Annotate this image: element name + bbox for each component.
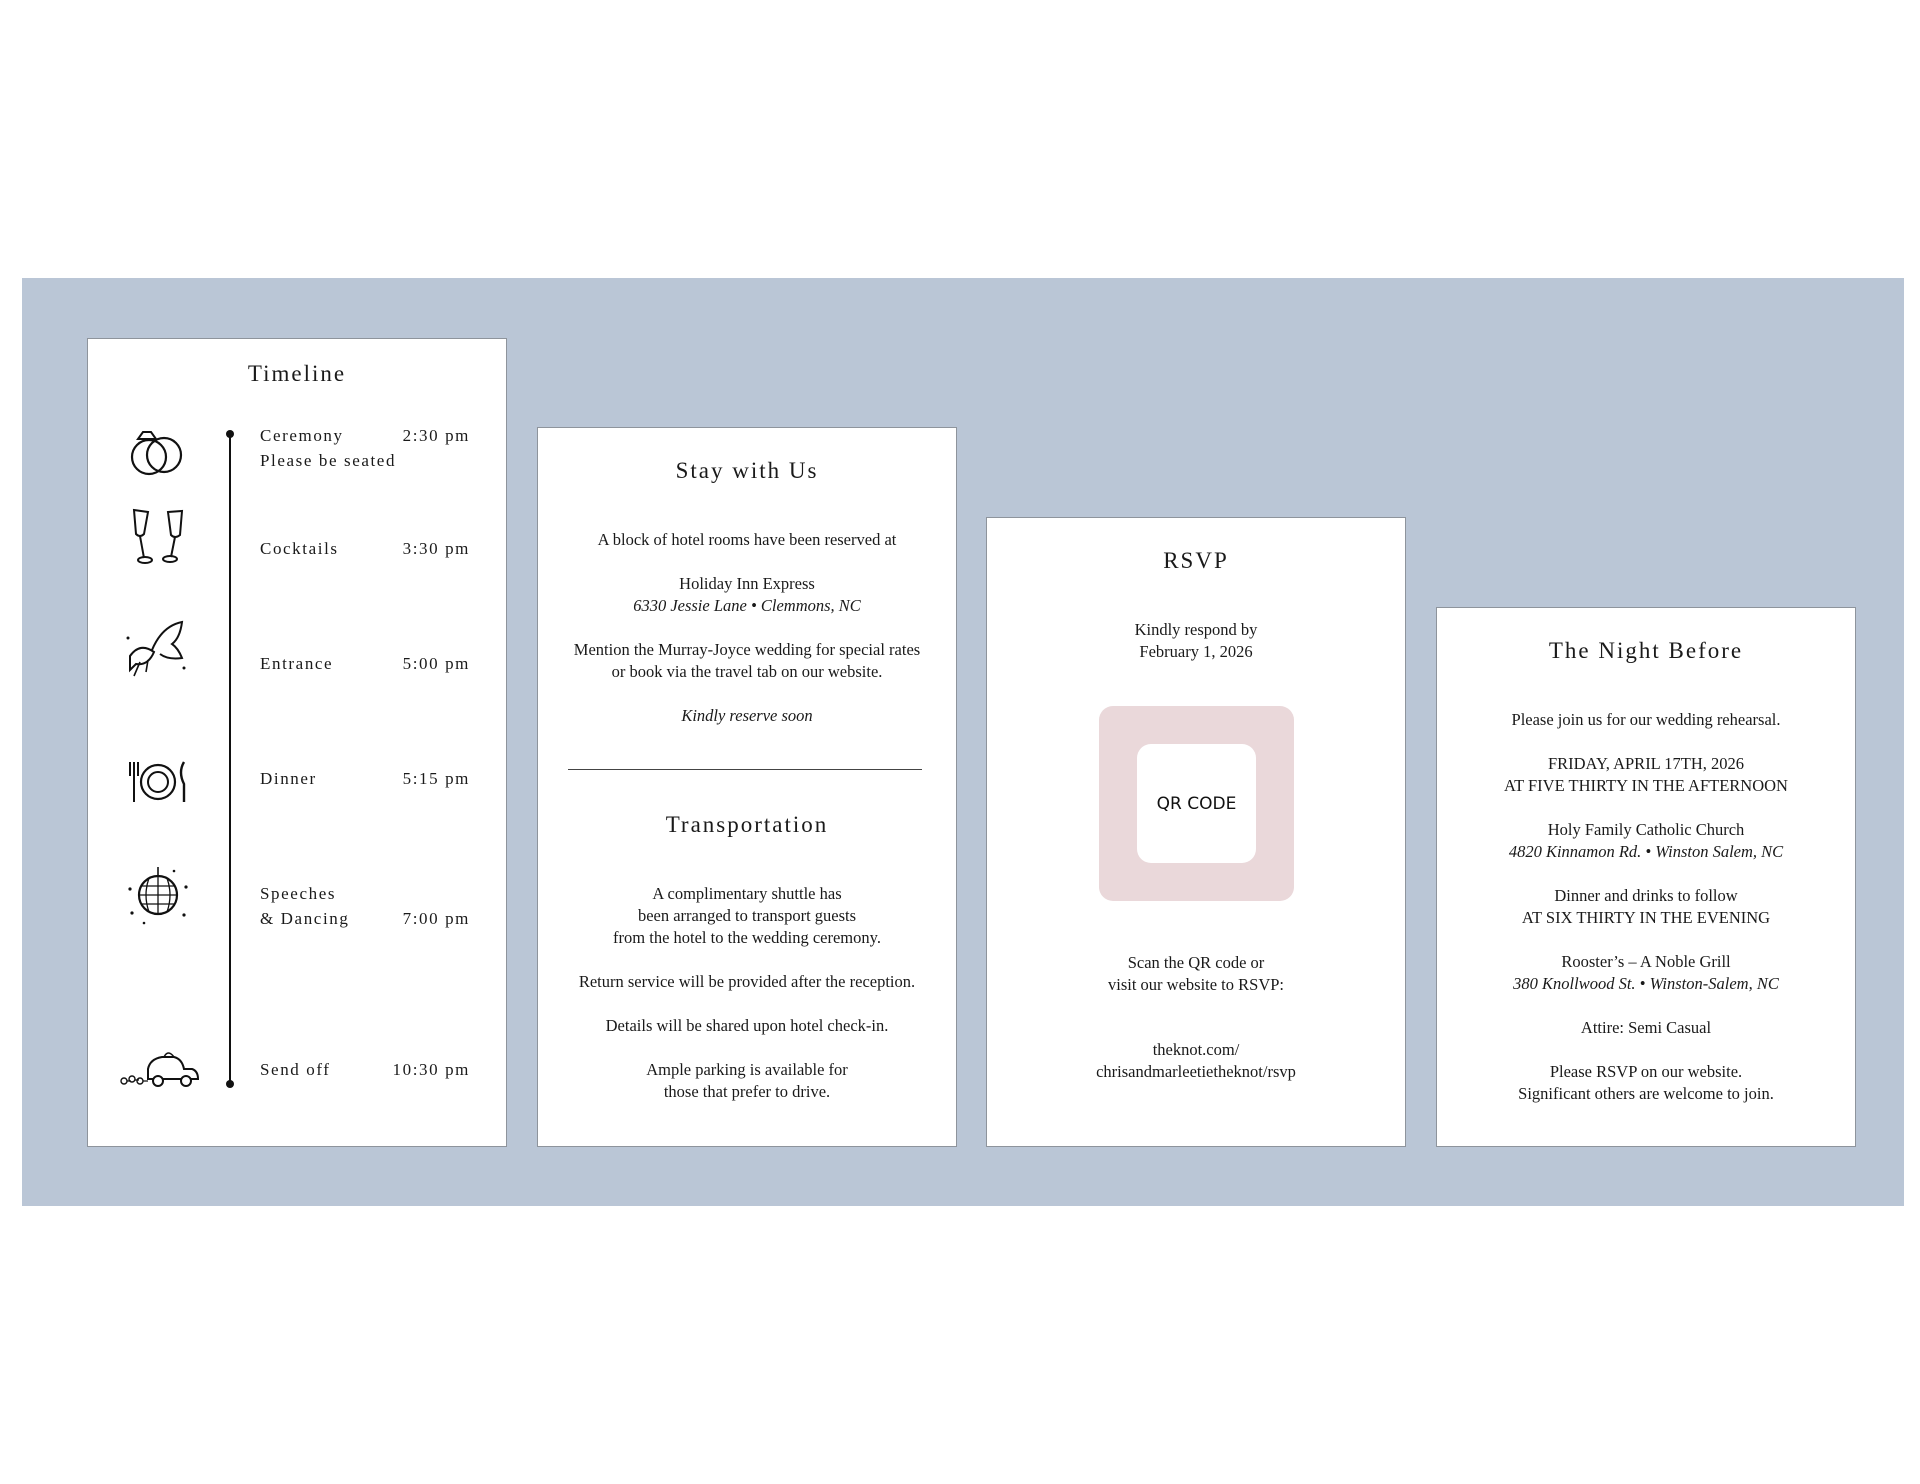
timeline-time: 5:15 pm xyxy=(402,769,470,788)
timeline-title: Timeline xyxy=(247,361,347,386)
rsvp-title: RSVP xyxy=(1163,548,1229,573)
timeline-time: 2:30 pm xyxy=(402,426,470,445)
timeline-time: 5:00 pm xyxy=(402,654,470,673)
scan-line-2: visit our website to RSVP: xyxy=(1107,975,1284,994)
rehearsal-date: FRIDAY, APRIL 17TH, 2026 xyxy=(1547,754,1745,773)
shuttle-line-1: A complimentary shuttle has xyxy=(652,884,842,903)
timeline-item-speeches-dancing xyxy=(88,879,506,939)
plate-cutlery-icon xyxy=(122,744,194,816)
rehearsal-rsvp-line-2: Significant others are welcome to join. xyxy=(1518,1084,1774,1103)
night-before-card xyxy=(1436,607,1856,1147)
doves-icon xyxy=(122,616,194,688)
timeline-label: Entrance xyxy=(260,654,334,673)
rehearsal-rsvp-line-1: Please RSVP on our website. xyxy=(1549,1062,1743,1081)
timeline-item-send-off xyxy=(88,1055,506,1115)
champagne-glasses-icon xyxy=(122,502,194,574)
qr-code-placeholder[interactable]: QR CODE xyxy=(1137,744,1256,863)
rsvp-card xyxy=(986,517,1406,1147)
parking-line-2: those that prefer to drive. xyxy=(663,1082,831,1101)
scan-line-1: Scan the QR code or xyxy=(1127,953,1265,972)
timeline-label: Speeches xyxy=(260,884,337,903)
timeline-card xyxy=(87,338,507,1147)
transportation-title: Transportation xyxy=(665,812,829,837)
rehearsal-intro: Please join us for our wedding rehearsal. xyxy=(1511,710,1781,729)
reserve-note: Kindly reserve soon xyxy=(681,706,813,725)
dinner-line-1: Dinner and drinks to follow xyxy=(1554,886,1738,905)
timeline-time: 3:30 pm xyxy=(402,539,470,558)
church-name: Holy Family Catholic Church xyxy=(1547,820,1745,839)
dinner-line-2: AT SIX THIRTY IN THE EVENING xyxy=(1521,908,1771,927)
respond-line-1: Kindly respond by xyxy=(1134,620,1258,639)
parking-line-1: Ample parking is available for xyxy=(646,1060,848,1079)
timeline-sublabel: Please be seated xyxy=(260,451,397,470)
timeline-line xyxy=(229,434,231,1084)
rings-icon xyxy=(122,419,194,491)
timeline-item-cocktails xyxy=(88,534,506,594)
timeline-item-entrance xyxy=(88,649,506,709)
stay-title: Stay with Us xyxy=(675,458,819,483)
timeline-item-dinner xyxy=(88,764,506,824)
night-before-title: The Night Before xyxy=(1548,638,1744,663)
stay-intro: A block of hotel rooms have been reserved at xyxy=(597,530,897,549)
rehearsal-time: AT FIVE THIRTY IN THE AFTERNOON xyxy=(1504,776,1788,795)
hotel-name: Holiday Inn Express xyxy=(679,574,815,593)
attire-line: Attire: Semi Casual xyxy=(1580,1018,1712,1037)
respond-line-2: February 1, 2026 xyxy=(1139,642,1253,661)
section-divider xyxy=(568,769,922,770)
timeline-label: Ceremony xyxy=(260,426,344,445)
stay-transport-card xyxy=(537,427,957,1147)
hotel-address: 6330 Jessie Lane • Clemmons, NC xyxy=(633,596,861,615)
timeline-time: 10:30 pm xyxy=(392,1060,470,1079)
restaurant-name: Rooster’s – A Noble Grill xyxy=(1561,952,1731,971)
timeline-time: 7:00 pm xyxy=(402,909,470,928)
mention-line-2: or book via the travel tab on our website. xyxy=(611,662,883,681)
rsvp-url-line-2[interactable]: chrisandmarleetietheknot/rsvp xyxy=(1096,1062,1296,1081)
details-line: Details will be shared upon hotel check-in. xyxy=(605,1016,889,1035)
shuttle-line-3: from the hotel to the wedding ceremony. xyxy=(613,928,881,947)
timeline-sublabel: & Dancing xyxy=(260,909,350,928)
shuttle-line-2: been arranged to transport guests xyxy=(637,906,857,925)
timeline-label: Dinner xyxy=(260,769,317,788)
just-married-car-icon xyxy=(116,1029,206,1101)
rsvp-url-line-1[interactable]: theknot.com/ xyxy=(1152,1040,1240,1059)
timeline-item-ceremony xyxy=(88,421,506,481)
restaurant-address: 380 Knollwood St. • Winston-Salem, NC xyxy=(1513,974,1779,993)
disco-ball-icon xyxy=(122,859,194,931)
timeline-label: Send off xyxy=(260,1060,331,1079)
mention-line-1: Mention the Murray-Joyce wedding for special rates xyxy=(573,640,921,659)
church-address: 4820 Kinnamon Rd. • Winston Salem, NC xyxy=(1508,842,1784,861)
qr-code-frame[interactable] xyxy=(1099,706,1294,901)
timeline-label: Cocktails xyxy=(260,539,339,558)
return-line: Return service will be provided after the reception. xyxy=(578,972,916,991)
